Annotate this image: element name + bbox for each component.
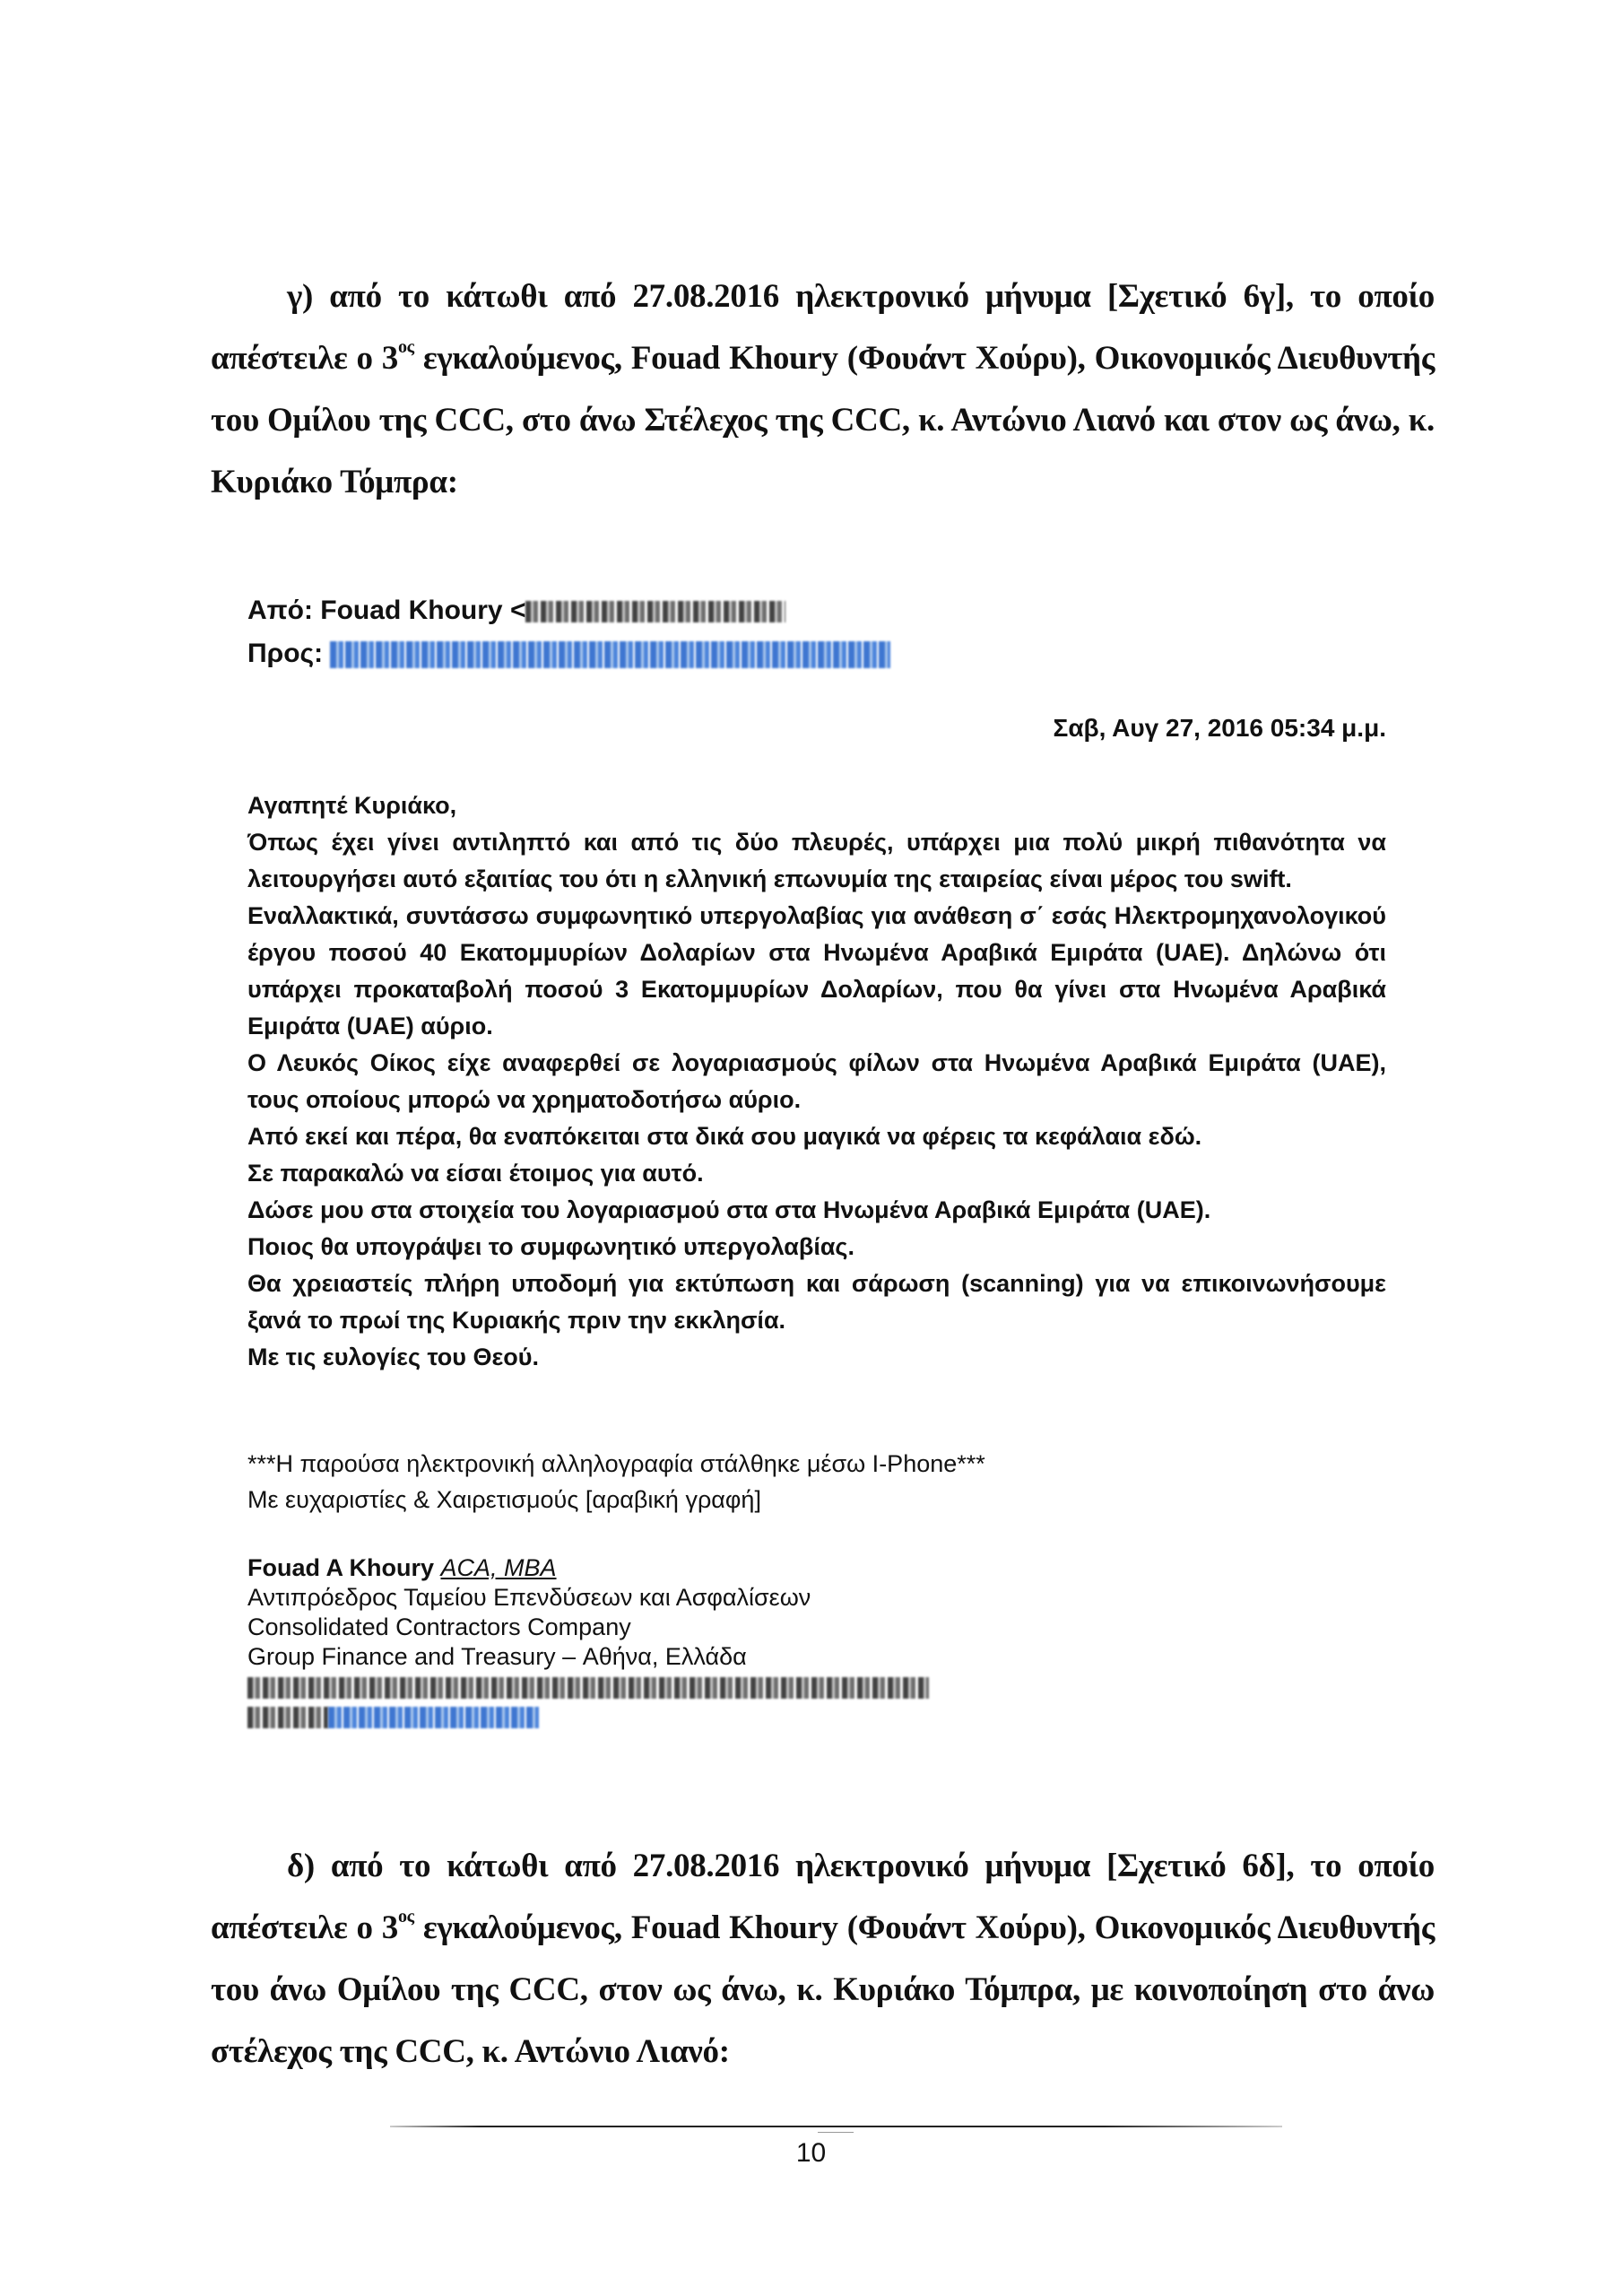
redacted-link (328, 1707, 539, 1728)
email-closing: ***Η παρούσα ηλεκτρονική αλληλογραφία στάλθηκε μέσω I-Phone*** Με ευχαριστίες & Χαιρετισμούς [αραβική γραφή] (247, 1450, 985, 1513)
email-from: Από: Fouad Khoury < (247, 596, 785, 626)
paragraph-marker: δ) (287, 1848, 315, 1884)
footer-divider (390, 2126, 1282, 2127)
email-body: Αγαπητέ Κυριάκο, Όπως έχει γίνει αντιληπτό και από τις δύο πλευρές, υπάρχει μια πολύ μικρή πιθανότητα να λειτουργήσει αυτό εξαιτίας του ότι η ελληνική επωνυμία της εταιρείας είναι μέρος του swift. Εναλλακτικά, συντάσσω συμφωνητικό υπεργολαβίας για ανάθεση σ΄ εσάς Ηλεκτρομηχανολογικού έργου ποσού 40 Εκατομμυρίων Δολαρίων στα Ηνωμένα Αραβικά Εμιράτα (UAE). Δηλώνω ότι υπάρχει προκαταβολή ποσού 3 Εκατομμυρίων Δολαρίων, που θα γίνει στα Ηνωμένα Αραβικά Εμιράτα (UAE) αύριο. Ο Λευκός Οίκος είχε αναφερθεί σε λογαριασμούς φίλων στα Ηνωμένα Αραβικά Εμιράτα (UAE), τους οποίους μπορώ να χρηματοδοτήσω αύριο. Από εκεί και πέρα, θα εναπόκειται στα δικά σου μαγικά να φέρεις τα κεφάλαια εδώ. Σε παρακαλώ να είσαι έτοιμος για αυτό. Δώσε μου στα στοιχεία του λογαριασμού στα στα Ηνωμένα Αραβικά Εμιράτα (UAE). Ποιος θα υπογράψει το συμφωνητικό υπεργολαβίας. Θα χρειαστείς πλήρη υποδομή για εκτύπωση και σάρωση (scanning) για να επικοινωνήσουμε ξανά το πρωί της Κυριακής πριν την εκκλησία. Με τις ευλογίες του Θεού. (247, 787, 1386, 1376)
paragraph-marker: γ) (287, 278, 314, 315)
redacted-email-address (525, 601, 785, 622)
email-date: Σαβ, Αυγ 27, 2016 05:34 μ.μ. (1053, 714, 1386, 742)
greeting: Αγαπητέ Κυριάκο, (247, 792, 457, 819)
paragraph-d: δ) από το κάτωθι από 27.08.2016 ηλεκτρονικό μήνυμα [Σχετικό 6δ], το οποίο απέστειλε ο $3^{o\varsigma}$ εγκαλούμενος, Fouad Khoury (Φουάντ Χούρυ), Οικονομικός Διευθυντής του άνω Ομίλου της CCC, στον ως άνω, κ. Κυριάκο Τόμπρα, με κοινοποίηση στο άνω στέλεχος της CCC, κ. Αντώνιο Λιανό: (211, 1848, 1435, 2070)
email-signature: Fouad A Khoury ACA, MBA Αντιπρόεδρος Ταμείου Επενδύσεων και Ασφαλίσεων Consolidated Contractors Company Group Finance and Treasury – Αθήνα, Ελλάδα (247, 1553, 929, 1731)
footer-divider-tick (818, 2132, 854, 2133)
email-to: Προς: (247, 639, 890, 669)
redacted-phone (247, 1677, 929, 1699)
redacted-label (247, 1707, 328, 1728)
paragraph-c: γ) από το κάτωθι από 27.08.2016 ηλεκτρονικό μήνυμα [Σχετικό 6γ], το οποίο απέστειλε ο $3^{o\varsigma}$ εγκαλούμενος, Fouad Khoury (Φουάντ Χούρυ), Οικονομικός Διευθυντής του Ομίλου της CCC, στο άνω Στέλεχος της CCC, κ. Αντώνιο Λιανό και στον ως άνω, κ. Κυριάκο Τόμπρα: (211, 278, 1435, 500)
page-number: 10 (795, 2138, 827, 2168)
redacted-recipients (330, 641, 890, 668)
